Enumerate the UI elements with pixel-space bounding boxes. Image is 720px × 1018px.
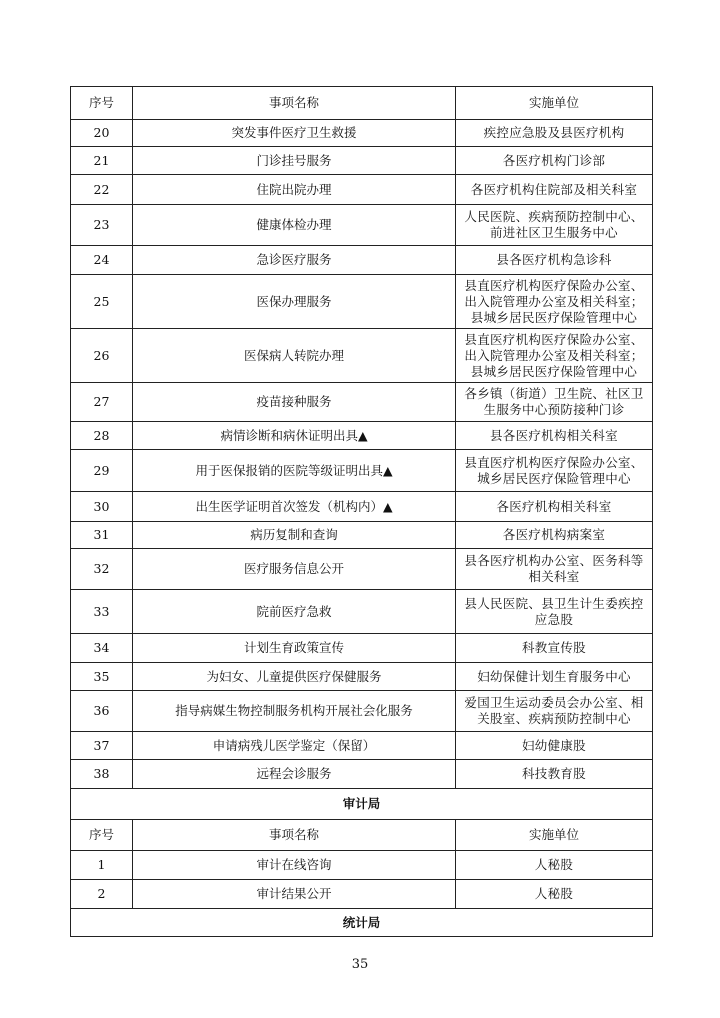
row-number: 35 (71, 663, 133, 691)
table-row (71, 691, 653, 732)
section-title-statistics-bureau: 统计局 (71, 909, 653, 937)
row-unit: 县直医疗机构医疗保险办公室、出入院管理办公室及相关科室；县城乡居民医疗保险管理中心 (456, 275, 653, 329)
row-item-name: 健康体检办理 (133, 205, 456, 246)
table-row (71, 851, 653, 880)
row-item-name: 审计结果公开 (133, 880, 456, 909)
row-number: 29 (71, 450, 133, 492)
row-item-name: 病情诊断和病休证明出具▲ (133, 422, 456, 450)
row-item-name: 用于医保报销的医院等级证明出具▲ (133, 450, 456, 492)
table-header-row (71, 87, 653, 120)
row-unit: 人秘股 (456, 851, 653, 880)
row-item-name: 申请病残儿医学鉴定（保留） (133, 732, 456, 760)
table-row (71, 492, 653, 522)
table-row (71, 205, 653, 246)
row-unit: 妇幼健康股 (456, 732, 653, 760)
row-number: 38 (71, 760, 133, 789)
table-row (71, 522, 653, 549)
row-item-name: 门诊挂号服务 (133, 147, 456, 175)
table-row (71, 175, 653, 205)
row-unit: 县直医疗机构医疗保险办公室、出入院管理办公室及相关科室；县城乡居民医疗保险管理中心 (456, 329, 653, 383)
table-row (71, 147, 653, 175)
row-unit: 各医疗机构住院部及相关科室 (456, 175, 653, 205)
row-item-name: 指导病媒生物控制服务机构开展社会化服务 (133, 691, 456, 732)
row-unit: 县直医疗机构医疗保险办公室、城乡居民医疗保险管理中心 (456, 450, 653, 492)
row-item-name: 医疗服务信息公开 (133, 549, 456, 590)
table-row (71, 246, 653, 275)
row-unit: 各医疗机构相关科室 (456, 492, 653, 522)
section-row-audit-bureau (71, 789, 653, 820)
row-item-name: 医保病人转院办理 (133, 329, 456, 383)
table-row (71, 663, 653, 691)
header-item-name: 事项名称 (133, 820, 456, 851)
row-number: 2 (71, 880, 133, 909)
row-number: 30 (71, 492, 133, 522)
row-unit: 县各医疗机构急诊科 (456, 246, 653, 275)
table-row (71, 760, 653, 789)
row-number: 21 (71, 147, 133, 175)
service-items-table (70, 86, 653, 937)
row-item-name: 出生医学证明首次签发（机构内）▲ (133, 492, 456, 522)
row-unit: 科教宣传股 (456, 634, 653, 663)
row-number: 34 (71, 634, 133, 663)
row-unit: 各乡镇（街道）卫生院、社区卫生服务中心预防接种门诊 (456, 383, 653, 422)
row-number: 26 (71, 329, 133, 383)
row-unit: 妇幼保健计划生育服务中心 (456, 663, 653, 691)
row-item-name: 审计在线咨询 (133, 851, 456, 880)
row-unit: 人秘股 (456, 880, 653, 909)
table-row (71, 590, 653, 634)
section-title-audit-bureau: 审计局 (71, 789, 653, 820)
row-number: 27 (71, 383, 133, 422)
table-row (71, 634, 653, 663)
row-item-name: 突发事件医疗卫生救援 (133, 120, 456, 147)
row-item-name: 住院出院办理 (133, 175, 456, 205)
row-item-name: 病历复制和查询 (133, 522, 456, 549)
row-unit: 爱国卫生运动委员会办公室、相关股室、疾病预防控制中心 (456, 691, 653, 732)
row-number: 28 (71, 422, 133, 450)
row-unit: 县各医疗机构办公室、医务科等相关科室 (456, 549, 653, 590)
table-row (71, 120, 653, 147)
row-number: 24 (71, 246, 133, 275)
row-number: 25 (71, 275, 133, 329)
table-row (71, 329, 653, 383)
row-unit: 县人民医院、县卫生计生委疾控应急股 (456, 590, 653, 634)
row-unit: 疾控应急股及县医疗机构 (456, 120, 653, 147)
row-number: 22 (71, 175, 133, 205)
table-row (71, 450, 653, 492)
table-row (71, 732, 653, 760)
header-number: 序号 (71, 820, 133, 851)
page-number: 35 (351, 957, 369, 972)
header-unit: 实施单位 (456, 87, 653, 120)
table-row (71, 275, 653, 329)
row-number: 37 (71, 732, 133, 760)
row-item-name: 远程会诊服务 (133, 760, 456, 789)
table-row (71, 880, 653, 909)
row-number: 31 (71, 522, 133, 549)
section-row-statistics-bureau (71, 909, 653, 937)
row-number: 1 (71, 851, 133, 880)
row-item-name: 院前医疗急救 (133, 590, 456, 634)
row-unit: 县各医疗机构相关科室 (456, 422, 653, 450)
row-number: 23 (71, 205, 133, 246)
header-unit: 实施单位 (456, 820, 653, 851)
row-item-name: 急诊医疗服务 (133, 246, 456, 275)
row-item-name: 医保办理服务 (133, 275, 456, 329)
row-number: 36 (71, 691, 133, 732)
row-unit: 各医疗机构病案室 (456, 522, 653, 549)
header-item-name: 事项名称 (133, 87, 456, 120)
header-number: 序号 (71, 87, 133, 120)
row-item-name: 计划生育政策宣传 (133, 634, 456, 663)
row-unit: 科技教育股 (456, 760, 653, 789)
row-unit: 人民医院、疾病预防控制中心、前进社区卫生服务中心 (456, 205, 653, 246)
table-row (71, 422, 653, 450)
table-row (71, 383, 653, 422)
row-item-name: 为妇女、儿童提供医疗保健服务 (133, 663, 456, 691)
row-unit: 各医疗机构门诊部 (456, 147, 653, 175)
row-number: 33 (71, 590, 133, 634)
table-header-row (71, 820, 653, 851)
row-number: 32 (71, 549, 133, 590)
row-item-name: 疫苗接种服务 (133, 383, 456, 422)
row-number: 20 (71, 120, 133, 147)
table-row (71, 549, 653, 590)
